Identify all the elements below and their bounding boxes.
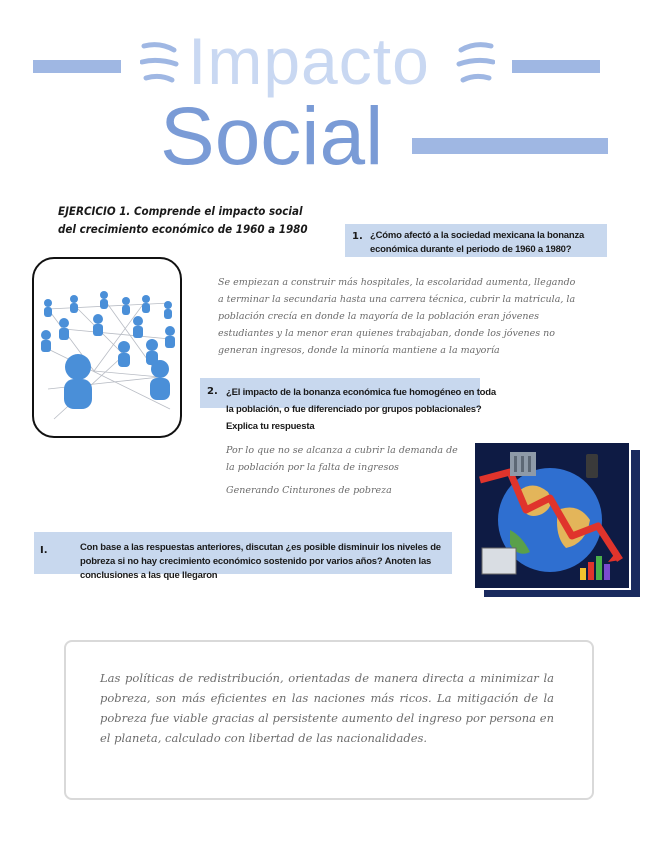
swoosh-right-icon bbox=[455, 40, 495, 86]
header-bar-right bbox=[412, 138, 608, 154]
header-bar-right-top bbox=[512, 60, 600, 73]
network-icon bbox=[34, 259, 180, 436]
conclusion-box bbox=[64, 640, 594, 800]
exercise-heading: EJERCICIO 1. Comprende el impacto social del crecimiento económico de 1960 a 1980 bbox=[58, 204, 308, 236]
question-2-number: 2. bbox=[207, 386, 218, 397]
people-network-image bbox=[32, 257, 182, 438]
title-impacto: Impacto bbox=[188, 24, 430, 98]
header-bar-left bbox=[33, 60, 121, 73]
question-1-text: ¿Cómo afectó a la sociedad mexicana la bonanza económica durante el periodo de 1960 a 1980? bbox=[370, 230, 585, 255]
answer-1-text: Se empiezan a construir más hospitales, la escolaridad aumenta, llegando a terminar la secundaria hasta una carrera técnica, cubrir la matricula, la población crecía en donde la mayoría de la población eran jóvenes estudiantes y la menor eran quienes trabajaban, donde los jóvenes no generan ingresos, donde la minoría mantiene a la mayoría bbox=[218, 277, 576, 356]
answer-2-line-1: Por lo que no se alcanza a cubrir la demanda de la población por la falta de ingresos bbox=[226, 445, 458, 473]
question-3-number: I. bbox=[40, 545, 48, 556]
conclusion-text: Las políticas de redistribución, orientadas de manera directa a minimizar la pobreza, son más eficientes en las naciones más ricos. La mitigación de la pobreza fue viable gracias al persistente aumento del ingreso por persona en el planeta, calculado con libertad de las nacionalidades. bbox=[100, 671, 554, 745]
swoosh-left-icon bbox=[140, 40, 180, 86]
title-social: Social bbox=[160, 91, 384, 182]
question-3-text: Con base a las respuestas anteriores, discutan ¿es posible disminuir los niveles de pobreza si no hay crecimiento económico sostenido por varios años? Anoten las conclusiones a las que llegaron bbox=[80, 542, 441, 581]
question-2-text: ¿El impacto de la bonanza económica fue homogéneo en toda la población, o fue diferenciado por grupos poblacionales? Explica tu respuesta bbox=[226, 387, 496, 432]
globe-economy-image bbox=[470, 440, 640, 597]
question-1-number: 1. bbox=[352, 231, 363, 242]
answer-2-line-2: Generando Cinturones de pobreza bbox=[226, 485, 392, 496]
globe-chart-icon bbox=[470, 440, 640, 597]
